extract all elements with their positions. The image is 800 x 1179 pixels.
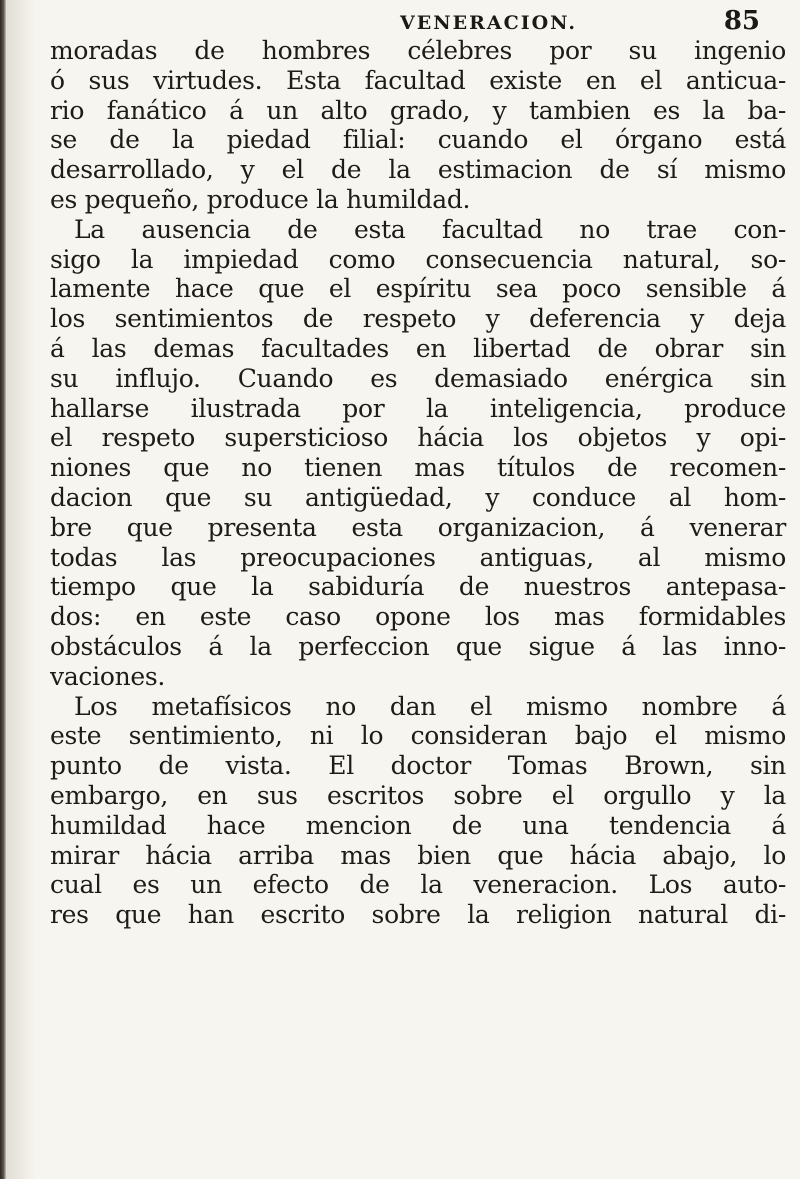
text-line: se de la piedad filial: cuando el órgano está	[50, 125, 786, 155]
text-line: á las demas facultades en libertad de obrar sin	[50, 333, 786, 363]
text-line: Los metafísicos no dan el mismo nombre á	[74, 691, 786, 721]
text-line: los sentimientos de respeto y deferencia y deja	[50, 304, 786, 334]
page-number: 85	[723, 6, 760, 36]
text-line: su influjo. Cuando es demasiado enérgica sin	[50, 363, 786, 393]
page-header	[400, 6, 760, 38]
binding-shadow	[6, 0, 36, 1179]
text-line: res que han escrito sobre la religion natural di-	[50, 900, 786, 930]
text-line: lamente hace que el espíritu sea poco sensible á	[50, 274, 786, 304]
text-line: obstáculos á la perfeccion que sigue á las inno-	[50, 631, 786, 661]
text-line: desarrollado, y el de la estimacion de sí mismo	[50, 155, 786, 185]
text-line: dacion que su antigüedad, y conduce al hom-	[50, 482, 786, 512]
text-line: La ausencia de esta facultad no trae con-	[74, 214, 786, 244]
text-line: dos: en este caso opone los mas formidables	[50, 602, 786, 632]
text-line: el respeto supersticioso hácia los objetos y opi-	[50, 423, 786, 453]
text-line: hallarse ilustrada por la inteligencia, produce	[50, 393, 786, 423]
text-line: sigo la impiedad como consecuencia natural, so-	[50, 244, 786, 274]
text-line: niones que no tienen mas títulos de recomen-	[50, 453, 786, 483]
text-line: embargo, en sus escritos sobre el orgullo y la	[50, 780, 786, 810]
text-line: todas las preocupaciones antiguas, al mismo	[50, 542, 786, 572]
text-line: tiempo que la sabiduría de nuestros antepasa-	[50, 572, 786, 602]
body-text	[50, 36, 786, 930]
running-head: VENERACION.	[400, 12, 577, 34]
text-line: es pequeño, produce la humildad.	[50, 184, 471, 214]
text-line: moradas de hombres célebres por su ingenio	[50, 36, 786, 65]
text-line: rio fanático á un alto grado, y tambien es la ba-	[50, 95, 786, 125]
text-line: este sentimiento, ni lo consideran bajo el mismo	[50, 721, 786, 751]
text-line: ó sus virtudes. Esta facultad existe en el anticua-	[50, 65, 786, 95]
text-line: cual es un efecto de la veneracion. Los auto-	[50, 870, 786, 900]
text-line: humildad hace mencion de una tendencia á	[50, 810, 786, 840]
text-line: mirar hácia arriba mas bien que hácia abajo, lo	[50, 840, 786, 870]
text-line: punto de vista. El doctor Tomas Brown, sin	[50, 751, 786, 781]
text-line: vaciones.	[50, 661, 166, 691]
text-line: bre que presenta esta organizacion, á venerar	[50, 512, 786, 542]
